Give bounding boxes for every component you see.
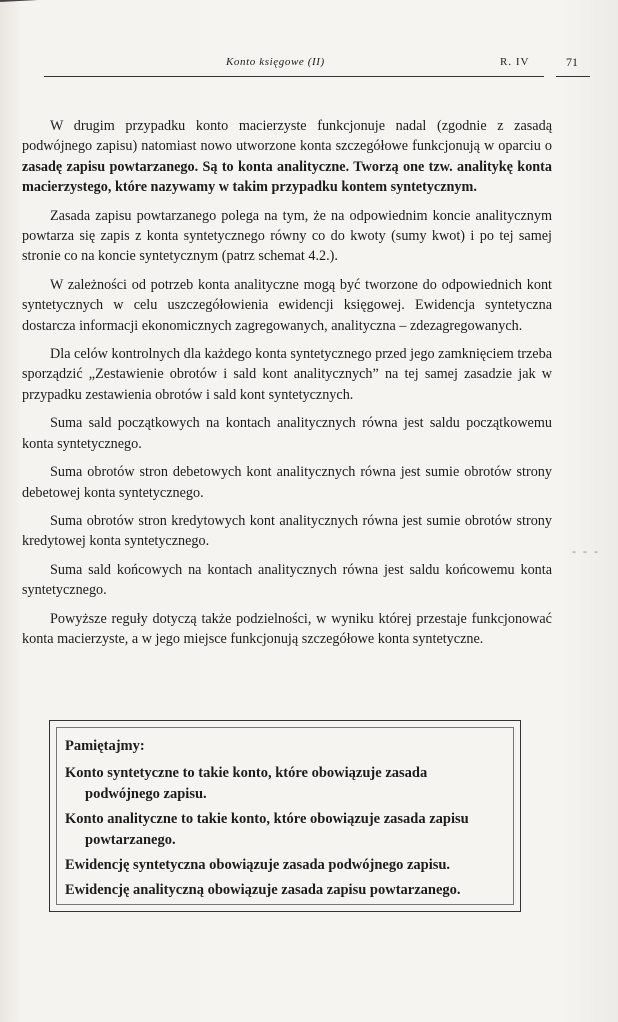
- remember-item: Ewidencję analityczną obowiązuje zasada zapisu powtarzanego.: [65, 882, 461, 898]
- body-paragraph: [22, 511, 552, 552]
- body-paragraph: [22, 413, 552, 454]
- chapter-label: R. IV: [500, 56, 530, 68]
- remember-box-inner: [56, 727, 514, 905]
- body-paragraph: [22, 344, 552, 405]
- running-header: [44, 54, 588, 74]
- page-number: 71: [566, 55, 578, 69]
- paragraph-text: W zależności od potrzeb konta analityczne mogą być tworzone do odpowiednich kont syntetycznych w celu uszczegółowienia ewidencji księgowej. Ewidencja syntetyczna dostarcza informacji ekonomicznych zagregowanych, analityczna – zdezagregowanych.: [22, 276, 552, 334]
- header-rule-page-number: [556, 76, 590, 77]
- paragraph-text: Zasada zapisu powtarzanego polega na tym, że na odpowiednim koncie analitycznym powtarza się zapis z konta syntetycznego równy co do kwoty (sumy kwot) i po tej samej stronie co na koncie syntetycznym (patrz schemat 4.2.).: [22, 207, 552, 265]
- bold-text: zasadę zapisu powtarzanego. Są to konta analityczne. Tworzą one tzw. analitykę konta macierzystego, które nazywamy w takim przypadku kontem syntetycznym.: [22, 158, 552, 196]
- body-text: [22, 116, 552, 657]
- paragraph-text: Dla celów kontrolnych dla każdego konta syntetycznego przed jego zamknięciem trzeba sporządzić „Zestawienie obrotów i sald kont analitycznych” na tej samej zasadzie jak w przypadku zestawienia obrotów i sald kont syntetycznych.: [22, 346, 552, 403]
- paragraph-text: Powyższe reguły dotyczą także podzielności, w wyniku której przestaje funkcjonować konta macierzyste, a w jego miejsce funkcjonują szczegółowe konta syntetyczne.: [22, 610, 552, 647]
- remember-box: [49, 720, 521, 912]
- body-paragraph: [22, 560, 552, 601]
- paragraph-text: Suma obrotów stron kredytowych kont analitycznych równa jest sumie obrotów strony kredytowej konta syntetycznego.: [22, 512, 552, 550]
- remember-item: Konto analityczne to takie konto, które obowiązuje zasada zapisu powtarzanego.: [65, 811, 469, 848]
- body-paragraph: [22, 116, 552, 198]
- paragraph-text: Suma sald początkowych na kontach analitycznych równa jest saldu początkowemu konta syntetycznego.: [22, 415, 552, 452]
- remember-item: Ewidencję syntetyczna obowiązuje zasada podwójnego zapisu.: [65, 857, 451, 873]
- running-title: Konto księgowe (II): [226, 56, 325, 68]
- header-rule: [44, 76, 544, 77]
- body-paragraph: [22, 275, 552, 336]
- remember-item: Konto syntetyczne to takie konto, które obowiązuje zasada podwójnego zapisu.: [65, 765, 428, 802]
- body-paragraph: [22, 462, 552, 503]
- paragraph-text: Suma obrotów stron debetowych kont analitycznych równa jest sumie obrotów strony debetowej konta syntetycznego.: [22, 464, 552, 501]
- body-paragraph: [22, 206, 552, 267]
- remember-heading: Pamiętajmy:: [65, 738, 145, 754]
- paragraph-text: W drugim przypadku konto macierzyste funkcjonuje nadal (zgodnie z zasadą podwójnego zapisu) natomiast nowo utworzone konta szczegółowe funkcjonują w oparciu o: [22, 118, 552, 155]
- paragraph-text: Suma sald końcowych na kontach analitycznych równa jest saldu końcowemu konta syntetycznego.: [22, 561, 552, 599]
- margin-dash-mark: - - -: [572, 544, 600, 558]
- body-paragraph: [22, 609, 552, 650]
